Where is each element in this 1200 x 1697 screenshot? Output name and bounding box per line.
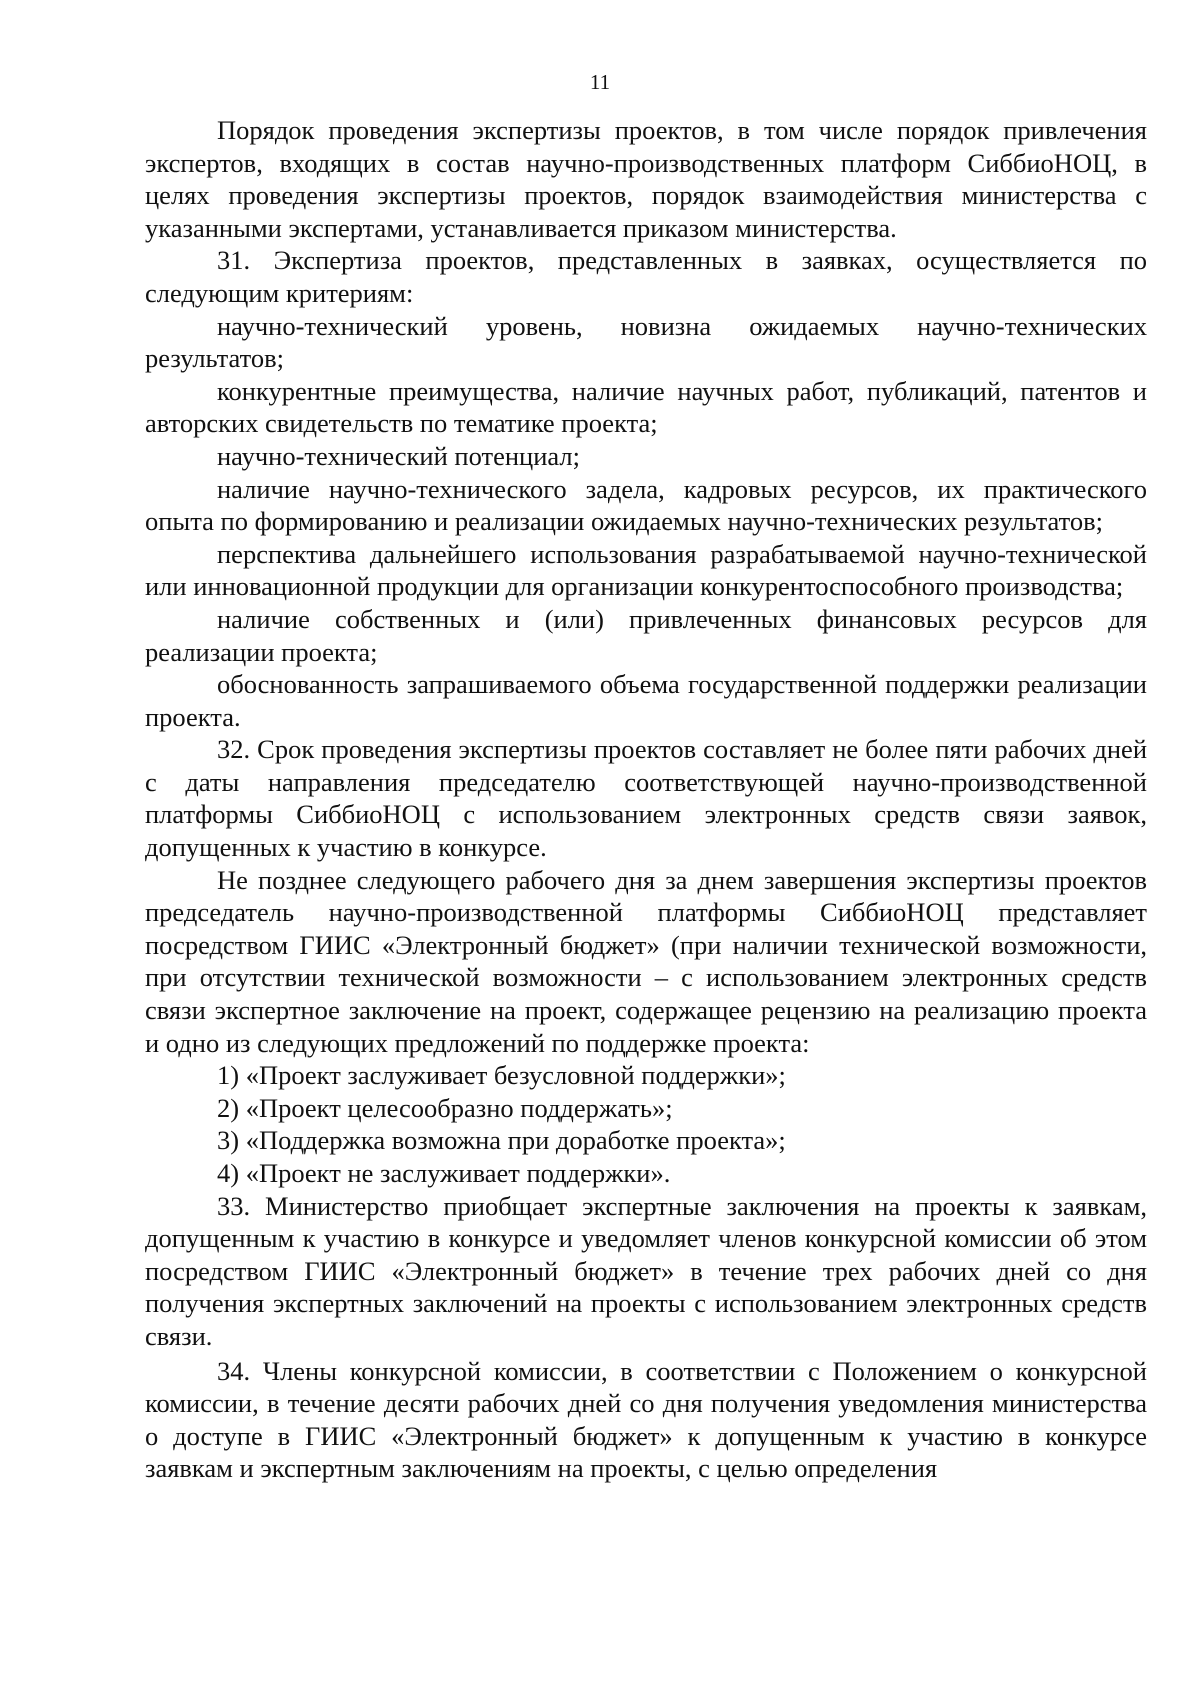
document-body bbox=[145, 114, 1147, 1485]
proposal-option-2: 2) «Проект целесообразно поддержать»; bbox=[217, 1092, 673, 1123]
paragraph-expert-conclusion: Не позднее следующего рабочего дня за днем завершения экспертизы проектов председатель научно-производственной платформы СиббиоНОЦ представляет посредством ГИИС «Электронный бюджет» (при наличии технической возможности, при отсутствии технической возможности – с использованием электронных средств связи экспертное заключение на проект, содержащее рецензию на реализацию проекта и одно из следующих предложений по поддержке проекта: bbox=[145, 864, 1147, 1058]
paragraph-item-33: 33. Министерство приобщает экспертные заключения на проекты к заявкам, допущенным к участию в конкурсе и уведомляет членов конкурсной комиссии об этом посредством ГИИС «Электронный бюджет» в течение трех рабочих дней со дня получения экспертных заключений на проекты с использованием электронных средств связи. bbox=[145, 1190, 1147, 1351]
criterion-product-prospects: перспектива дальнейшего использования разрабатываемой научно-технической или инновационной продукции для организации конкурентоспособного производства; bbox=[145, 538, 1147, 602]
page-number: 11 bbox=[589, 70, 611, 94]
paragraph-expertise-procedure: Порядок проведения экспертизы проектов, в том числе порядок привлечения экспертов, входящих в состав научно-производственных платформ СиббиоНОЦ, в целях проведения экспертизы проектов, порядок взаимодействия министерства с указанными экспертами, устанавливается приказом министерства. bbox=[145, 115, 1147, 243]
paragraph-item-31: 31. Экспертиза проектов, представленных в заявках, осуществляется по следующим критериям: bbox=[145, 245, 1147, 308]
paragraph-item-32: 32. Срок проведения экспертизы проектов составляет не более пяти рабочих дней с даты направления председателю соответствующей научно-производственной платформы СиббиоНОЦ с использованием электронных средств связи заявок, допущенных к участию в конкурсе. bbox=[145, 734, 1147, 863]
criterion-scientific-level: научно-технический уровень, новизна ожидаемых научно-технических результатов; bbox=[145, 310, 1147, 374]
criterion-support-justification: обоснованность запрашиваемого объема государственной поддержки реализации проекта. bbox=[145, 669, 1147, 732]
proposal-option-4: 4) «Проект не заслуживает поддержки». bbox=[217, 1158, 671, 1188]
criterion-scientific-backlog: наличие научно-технического задела, кадровых ресурсов, их практического опыта по формированию и реализации ожидаемых научно-технических результатов; bbox=[145, 473, 1147, 537]
criterion-financial-resources: наличие собственных и (или) привлеченных финансовых ресурсов для реализации проекта; bbox=[145, 603, 1147, 667]
proposal-option-3: 3) «Поддержка возможна при доработке проекта»; bbox=[217, 1125, 786, 1156]
criterion-scientific-potential: научно-технический потенциал; bbox=[217, 440, 580, 471]
proposal-option-1: 1) «Проект заслуживает безусловной поддержки»; bbox=[217, 1060, 786, 1091]
criterion-competitive-advantages: конкурентные преимущества, наличие научных работ, публикаций, патентов и авторских свидетельств по тематике проекта; bbox=[145, 375, 1147, 439]
paragraph-item-34: 34. Члены конкурсной комиссии, в соответствии с Положением о конкурсной комиссии, в течение десяти рабочих дней со дня получения уведомления министерства о доступе в ГИИС «Электронный бюджет» к допущенным к участию в конкурсе заявкам и экспертным заключениям на проекты, с целью определения bbox=[145, 1355, 1147, 1484]
